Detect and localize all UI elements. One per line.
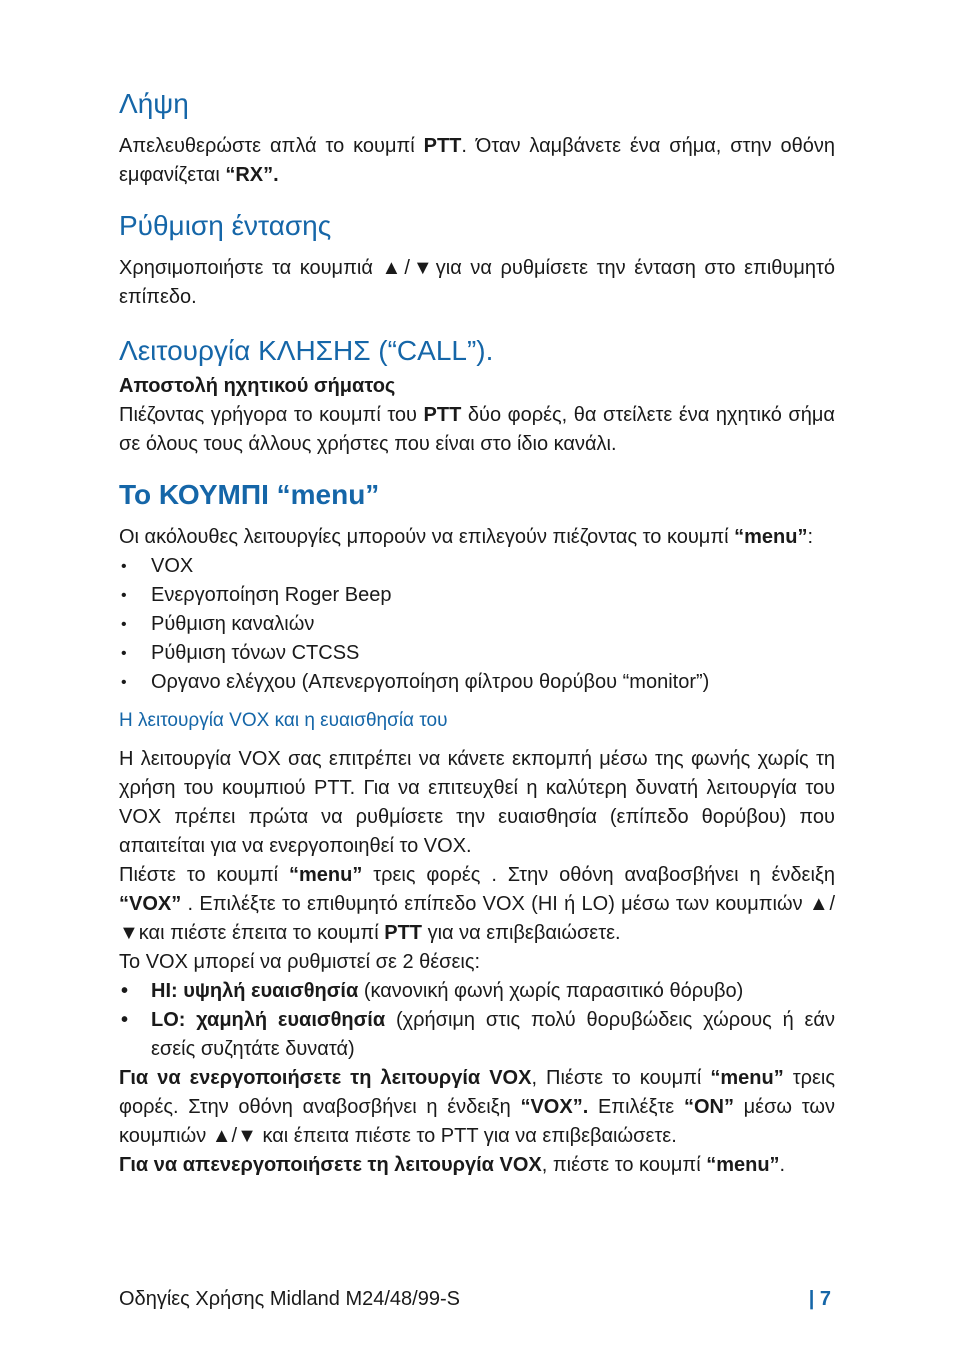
section-title-menu: Το ΚΟΥΜΠΙ “menu” [119, 479, 380, 510]
vox-level-list [119, 977, 835, 1064]
page-content [119, 86, 835, 1180]
list-item: • Ρύθμιση καναλιών [119, 610, 835, 639]
footer-title: Οδηγίες Χρήσης Midland M24/48/99-S [119, 1288, 460, 1310]
section-title-call: Λειτουργία ΚΛΗΣΗΣ (“CALL”). [119, 335, 494, 366]
section-title-volume: Ρύθμιση έντασης [119, 210, 332, 241]
list-item: • VOX [119, 552, 835, 581]
menu-intro: Οι ακόλουθες λειτουργίες μπορούν να επιλεγούν πιέζοντας το κουμπί “menu”: [119, 526, 814, 548]
page-footer [119, 1284, 835, 1314]
list-item: • Ρύθμιση τόνων CTCSS [119, 639, 835, 668]
call-paragraph: Πιέζοντας γρήγορα το κουμπί του PTT δύο φορές, θα στείλετε ένα ηχητικό σήμα σε όλους τους άλλους χρήστες που είναι στο ίδιο κανάλι. [119, 404, 835, 455]
list-item: • Ενεργοποίηση Roger Beep [119, 581, 835, 610]
list-item: • Οργανο ελέγχου (Απενεργοποίηση φίλτρου θορύβου “monitor”) [119, 668, 835, 697]
vox-paragraph-3: Το VOX μπορεί να ρυθμιστεί σε 2 θέσεις: [119, 951, 481, 973]
list-item: • HI: υψηλή ευαισθησία (κανονική φωνή χωρίς παρασιτικό θόρυβο) [119, 977, 835, 1006]
section-title-reception: Λήψη [119, 88, 189, 119]
menu-function-list [119, 552, 835, 697]
reception-paragraph: Απελευθερώστε απλά το κουμπί PTT. Όταν λαμβάνετε ένα σήμα, στην οθόνη εμφανίζεται “RX”. [119, 135, 835, 186]
section-title-vox: Η λειτουργία VOX και η ευαισθησία του [119, 710, 448, 731]
vox-enable-paragraph: Για να ενεργοποιήσετε τη λειτουργία VOX, Πιέστε το κουμπί “menu” τρεις φορές. Στην οθόνη αναβοσβήνει η ένδειξη “VOX”. Επιλέξτε “ON” μέσω των κουμπιών ▲/▼ και έπειτα πιέστε το PTT για να επιβεβαιώσετε. [119, 1067, 835, 1147]
page-number: | 7 [808, 1288, 831, 1310]
vox-paragraph-2: Πιέστε το κουμπί “menu” τρεις φορές . Στην οθόνη αναβοσβήνει η ένδειξη “VOX” . Επιλέξτε το επιθυμητό επίπεδο VOX (HI ή LO) μέσω των κουμπιών ▲/▼και πιέστε έπειτα το κουμπί PTT για να επιβεβαιώσετε. [119, 864, 835, 944]
volume-paragraph: Χρησιμοποιήστε τα κουμπιά ▲/▼για να ρυθμίσετε την ένταση στο επιθυμητό επίπεδο. [119, 257, 835, 308]
call-subtitle: Αποστολή ηχητικού σήματος [119, 375, 396, 397]
vox-disable-paragraph: Για να απενεργοποιήσετε τη λειτουργία VOX, πιέστε το κουμπί “menu”. [119, 1154, 786, 1176]
vox-paragraph-1: Η λειτουργία VOX σας επιτρέπει να κάνετε εκπομπή μέσω της φωνής χωρίς τη χρήση του κουμπιού PTT. Για να επιτευχθεί η καλύτερη δυνατή λειτουργία του VOX πρέπει πρώτα να ρυθμίσετε την ευαισθησία (επίπεδο θορύβου) που απαιτείται για να ενεργοποιηθεί το VOX. [119, 748, 835, 857]
list-item: • LO: χαμηλή ευαισθησία (χρήσιμη στις πολύ θορυβώδεις χώρους ή εάν εσείς συζητάτε δυνατά) [119, 1006, 835, 1064]
